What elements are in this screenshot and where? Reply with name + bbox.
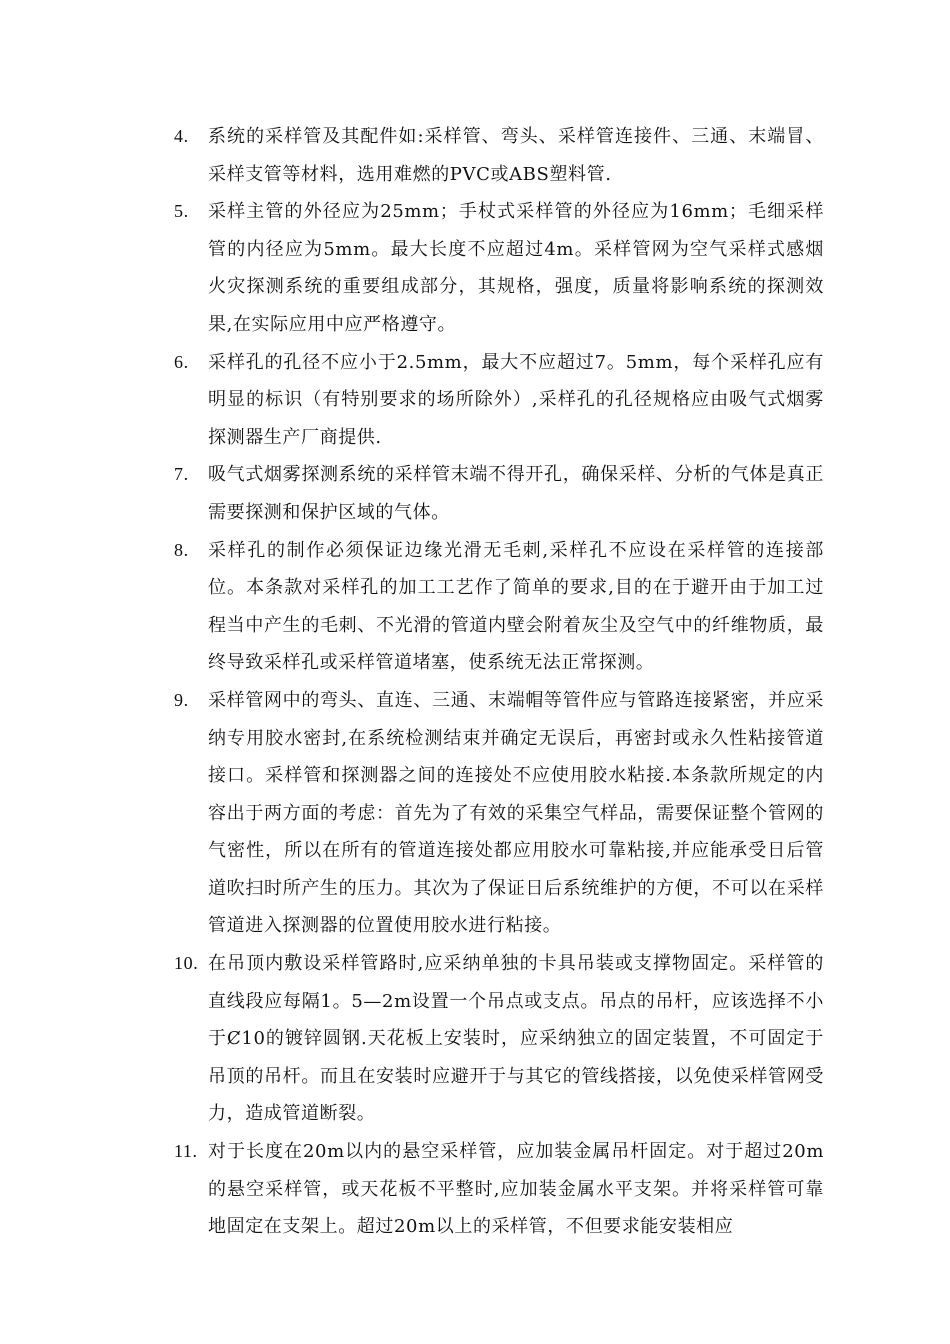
list-item [174, 532, 824, 682]
item-text: 对于长度在20m以内的悬空采样管，应加装金属吊杆固定。对于超过20m的悬空采样管，或天花板不平整时,应加装金属水平支架。并将采样管可靠地固定在支架上。超过20m以上的采样管，不但要求能安装相应 [208, 1141, 824, 1238]
item-text: 采样主管的外径应为25mm；手杖式采样管的外径应为16mm；毛细采样管的内径应为5mm。最大长度不应超过4m。采样管网为空气采样式感烟火灾探测系统的重要组成部分，其规格，强度，质量将影响系统的探测效果,在实际应用中应严格遵守。 [208, 201, 824, 335]
numbered-list [174, 118, 824, 1246]
list-item [174, 456, 824, 531]
item-number: 11. [174, 1141, 198, 1162]
item-number: 7. [174, 464, 189, 485]
list-item [174, 1133, 824, 1246]
list-item [174, 118, 824, 193]
item-text: 采样管网中的弯头、直连、三通、末端帽等管件应与管路连接紧密，并应采纳专用胶水密封,在系统检测结束并确定无误后，再密封或永久性粘接管道接口。采样管和探测器之间的连接处不应使用胶水粘接.本条款所规定的内容出于两方面的考虑：首先为了有效的采集空气样品，需要保证整个管网的气密性，所以在所有的管道连接处都应用胶水可靠粘接,并应能承受日后管道吹扫时所产生的压力。其次为了保证日后系统维护的方便，不可以在采样管道进入探测器的位置使用胶水进行粘接。 [208, 689, 824, 937]
list-item [174, 193, 824, 343]
list-item [174, 344, 824, 457]
item-number: 10. [174, 953, 199, 974]
item-number: 8. [174, 539, 189, 560]
item-text: 采样孔的制作必须保证边缘光滑无毛刺,采样孔不应设在采样管的连接部位。本条款对采样孔的加工工艺作了简单的要求,目的在于避开由于加工过程当中产生的毛刺、不光滑的管道内壁会附着灰尘及空气中的纤维物质，最终导致采样孔或采样管道堵塞，使系统无法正常探测。 [208, 539, 824, 674]
item-text: 在吊顶内敷设采样管路时,应采纳单独的卡具吊装或支撑物固定。采样管的直线段应每隔1。5—2m设置一个吊点或支点。吊点的吊杆，应该选择不小于Ȼ10的镀锌圆钢.天花板上安装时，应采纳独立的固定装置，不可固定于吊顶的吊杆。而且在安装时应避开于与其它的管线搭接，以免使采样管网受力，造成管道断裂。 [208, 953, 824, 1125]
item-text: 采样孔的孔径不应小于2.5mm，最大不应超过7。5mm，每个采样孔应有明显的标识（有特别要求的场所除外）,采样孔的孔径规格应由吸气式烟雾探测器生产厂商提供. [208, 351, 824, 448]
item-text: 吸气式烟雾探测系统的采样管末端不得开孔，确保采样、分析的气体是真正需要探测和保护区域的气体。 [208, 464, 824, 523]
list-item [174, 682, 824, 945]
item-text: 系统的采样管及其配件如:采样管、弯头、采样管连接件、三通、末端冒、采样支管等材料，选用难燃的PVC或ABS塑料管. [208, 126, 824, 185]
item-number: 6. [174, 351, 189, 372]
item-number: 4. [174, 126, 189, 146]
item-number: 5. [174, 201, 189, 222]
list-item [174, 945, 824, 1133]
item-number: 9. [174, 689, 189, 710]
